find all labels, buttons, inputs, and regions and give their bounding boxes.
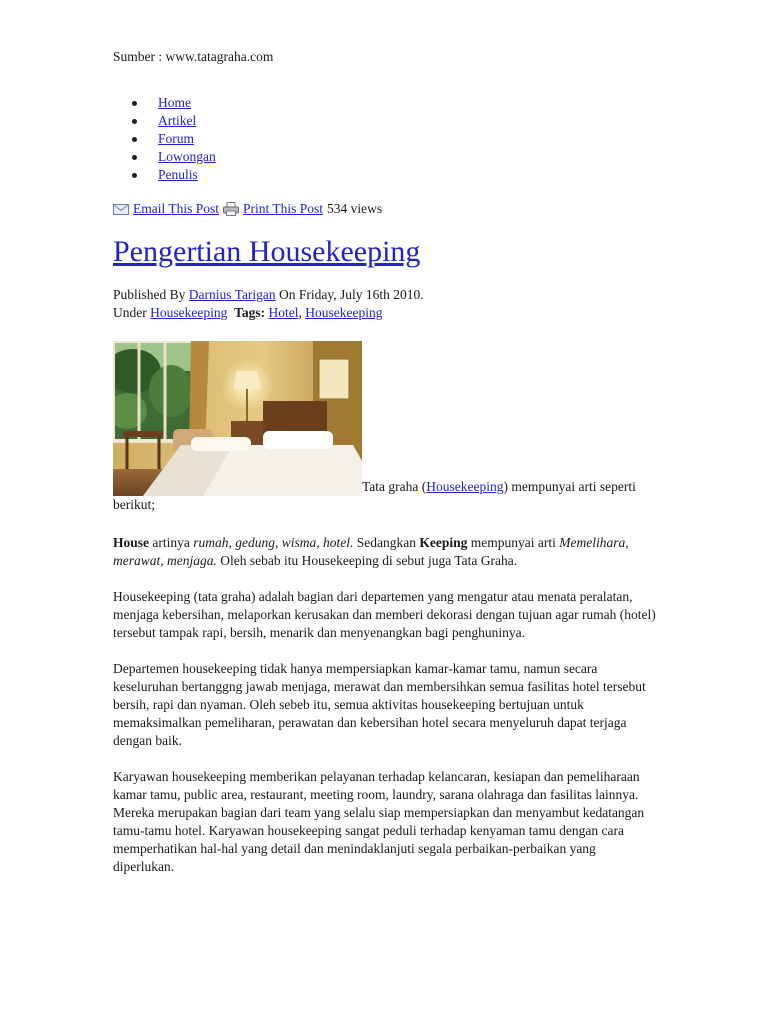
nav-item-artikel — [158, 112, 658, 130]
definition-text: Sedangkan — [353, 535, 420, 550]
nav-item-lowongan — [158, 148, 658, 166]
intro-text-after: ) mempunyai arti seperti berikut; — [113, 479, 636, 512]
post-actions — [113, 200, 658, 218]
definition-text: Oleh sebab itu Housekeeping di sebut juga Tata Graha. — [216, 553, 518, 568]
byline — [113, 286, 658, 322]
bullet-icon — [132, 155, 137, 160]
source-line: Sumber : www.tatagraha.com — [113, 49, 274, 64]
tag-link-housekeeping[interactable]: Housekeeping — [305, 305, 383, 320]
under-label: Under — [113, 305, 147, 320]
published-by-label: Published By — [113, 287, 186, 302]
house-meaning: rumah, gedung, wisma, hotel. — [193, 535, 354, 550]
hotel-room-photo — [113, 341, 362, 496]
tag-separator: , — [298, 305, 302, 320]
definition-text: artinya — [149, 535, 194, 550]
printer-icon[interactable] — [223, 202, 239, 216]
nav-link-artikel[interactable]: Artikel — [158, 113, 197, 128]
intro-text-before: Tata graha ( — [362, 479, 427, 494]
nav-list — [113, 94, 658, 184]
article-page — [113, 48, 658, 894]
intro-housekeeping-link[interactable]: Housekeeping — [426, 479, 504, 494]
bullet-icon — [132, 119, 137, 124]
bullet-icon — [132, 137, 137, 142]
article-title — [113, 234, 658, 270]
tag-link-hotel[interactable]: Hotel — [268, 305, 299, 320]
nav-item-penulis — [158, 166, 658, 184]
print-post-link[interactable]: Print This Post — [243, 201, 324, 216]
bullet-icon — [132, 101, 137, 106]
nav-link-penulis[interactable]: Penulis — [158, 167, 198, 182]
envelope-icon[interactable] — [113, 202, 129, 216]
definition-text: mempunyai arti — [467, 535, 560, 550]
nav-link-home[interactable]: Home — [158, 95, 191, 110]
house-word: House — [113, 535, 150, 550]
body-paragraph: Housekeeping (tata graha) adalah bagian dari departemen yang mengatur atau menata peralatan, menjaga kebersihan, melaporkan kerusakan dan memberi dekorasi dengan tujuan agar rumah (hotel) tersebut tampak rapi, bersih, menarik dan menyenangkan bagi penghuninya. — [113, 589, 656, 640]
view-count: 534 views — [327, 201, 383, 216]
body-paragraph: Karyawan housekeeping memberikan pelayanan terhadap kelancaran, kesiapan dan pemeliharaan kamar tamu, public area, restaurant, meeting room, laundry, sarana olahraga dan fasilitas lainnya. Mereka merupakan bagian dari team yang selalu siap mempersiapkan dan menyambut kedatangan tamu-tamu hotel. Karyawan housekeeping sangat peduli terhadap kenyaman tamu dengan cara memperhatikan hal-hal yang detail dan menindaklanjuti segala perbaikan-perbaikan yang diperlukan. — [113, 769, 645, 874]
author-link[interactable]: Darnius Tarigan — [188, 287, 276, 302]
nav-link-lowongan[interactable]: Lowongan — [158, 149, 216, 164]
publish-date: On Friday, July 16th 2010. — [279, 287, 424, 302]
intro-paragraph — [113, 341, 658, 514]
definition-paragraph — [113, 534, 658, 570]
email-post-link[interactable]: Email This Post — [133, 201, 220, 216]
nav-item-home — [158, 94, 658, 112]
category-link[interactable]: Housekeeping — [150, 305, 228, 320]
keeping-word: Keeping — [419, 535, 468, 550]
body-paragraph: Departemen housekeeping tidak hanya mempersiapkan kamar-kamar tamu, namun secara keseluruhan bertanggng jawab menjaga, merawat dan membersihkan semua fasilitas hotel tersebut bersih, rapi dan nyaman. Oleh sebeb itu, semua aktivitas housekeeping bertujuan untuk memaksimalkan pemeliharan, perawatan dan kebersihan hotel secara menyeluruh dapat terjaga dengan baik. — [113, 661, 646, 748]
nav-link-forum[interactable]: Forum — [158, 131, 195, 146]
tags-label: Tags: — [234, 305, 266, 320]
nav-item-forum — [158, 130, 658, 148]
bullet-icon — [132, 173, 137, 178]
keeping-meaning: Memelihara, merawat, menjaga. — [113, 535, 629, 568]
article-title-link[interactable]: Pengertian Housekeeping — [113, 235, 421, 268]
